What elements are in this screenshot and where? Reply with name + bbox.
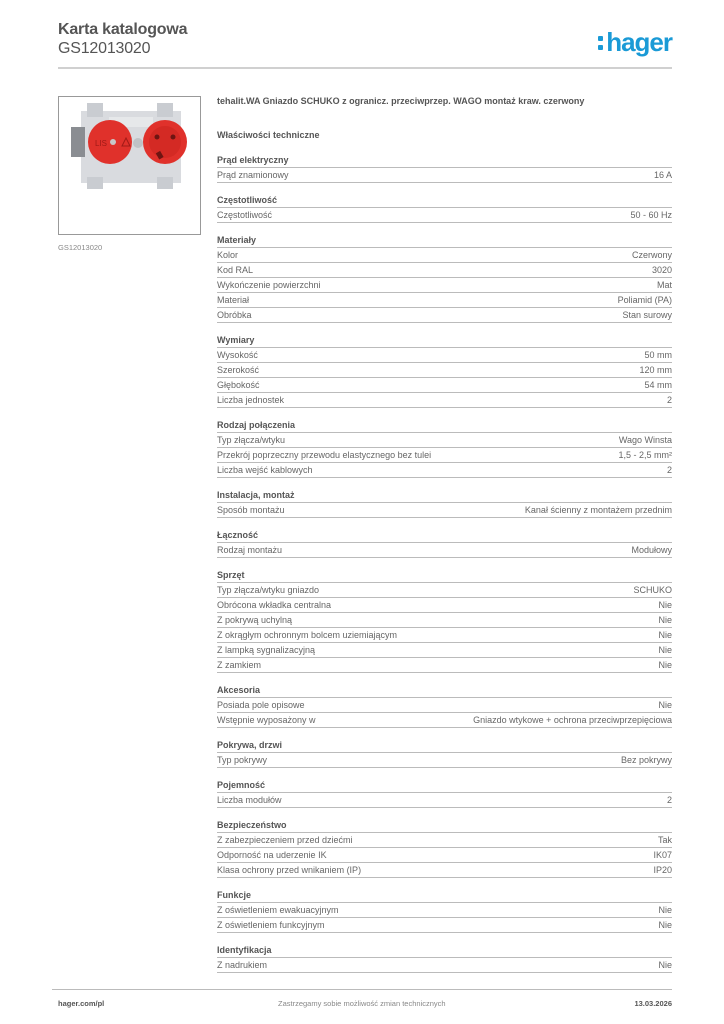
- spec-group-title: Akcesoria: [217, 683, 672, 698]
- image-caption: GS12013020: [58, 243, 103, 252]
- spec-group-title: Pokrywa, drzwi: [217, 738, 672, 753]
- spec-value: Kanał ścienny z montażem przednim: [524, 505, 672, 515]
- spec-row: [217, 208, 672, 223]
- header-divider: [58, 67, 672, 69]
- spec-row: [217, 863, 672, 878]
- spec-label: Z oświetleniem ewakuacyjnym: [217, 905, 339, 915]
- spec-row: [217, 613, 672, 628]
- spec-value: 3020: [651, 265, 672, 275]
- spec-label: Z zamkiem: [217, 660, 262, 670]
- spec-row: [217, 713, 672, 728]
- section-title: Właściwości techniczne: [217, 130, 320, 140]
- spec-group: [217, 528, 672, 558]
- spec-label: Częstotliwość: [217, 210, 273, 220]
- spec-row: [217, 848, 672, 863]
- spec-label: Obrócona wkładka centralna: [217, 600, 332, 610]
- hager-logo: [598, 27, 672, 58]
- spec-group: [217, 888, 672, 933]
- spec-group: [217, 738, 672, 768]
- spec-label: Typ złącza/wtyku gniazdo: [217, 585, 320, 595]
- spec-group-title: Wymiary: [217, 333, 672, 348]
- spec-label: Posiada pole opisowe: [217, 700, 305, 710]
- spec-value: 2: [666, 795, 672, 805]
- spec-label: Prąd znamionowy: [217, 170, 289, 180]
- spec-group: [217, 488, 672, 518]
- product-name: tehalit.WA Gniazdo SCHUKO z ogranicz. przeciwprzep. WAGO montaż kraw. czerwony: [217, 96, 585, 106]
- spec-label: Liczba jednostek: [217, 395, 285, 405]
- spec-label: Liczba wejść kablowych: [217, 465, 313, 475]
- spec-value: 2: [666, 465, 672, 475]
- spec-row: [217, 503, 672, 518]
- spec-label: Typ złącza/wtyku: [217, 435, 286, 445]
- spec-value: Nie: [658, 960, 672, 970]
- spec-row: [217, 918, 672, 933]
- spec-label: Z lampką sygnalizacyjną: [217, 645, 316, 655]
- spec-row: [217, 348, 672, 363]
- spec-row: [217, 278, 672, 293]
- footer-date: 13.03.2026: [634, 999, 672, 1008]
- spec-row: [217, 463, 672, 478]
- spec-row: [217, 433, 672, 448]
- logo-text: hager: [606, 27, 672, 57]
- spec-row: [217, 658, 672, 673]
- spec-value: Bez pokrywy: [620, 755, 672, 765]
- spec-value: 50 mm: [644, 350, 672, 360]
- socket-product-icon: [59, 97, 200, 234]
- spec-group: [217, 778, 672, 808]
- spec-value: Nie: [658, 600, 672, 610]
- spec-row: [217, 643, 672, 658]
- spec-group-title: Prąd elektryczny: [217, 153, 672, 168]
- spec-row: [217, 393, 672, 408]
- footer-disclaimer: Zastrzegamy sobie możliwość zmian technicznych: [278, 999, 446, 1008]
- spec-label: Sposób montażu: [217, 505, 285, 515]
- spec-row: [217, 448, 672, 463]
- spec-label: Wstępnie wyposażony w: [217, 715, 316, 725]
- page-header: [58, 20, 672, 58]
- spec-label: Szerokość: [217, 365, 260, 375]
- spec-row: [217, 903, 672, 918]
- spec-label: Wykończenie powierzchni: [217, 280, 321, 290]
- spec-group-title: Instalacja, montaż: [217, 488, 672, 503]
- spec-group-title: Bezpieczeństwo: [217, 818, 672, 833]
- spec-label: Liczba modułów: [217, 795, 282, 805]
- spec-group: [217, 683, 672, 728]
- spec-row: [217, 543, 672, 558]
- spec-value: IP20: [653, 865, 672, 875]
- specs-table: [217, 153, 672, 983]
- spec-value: 16 A: [653, 170, 672, 180]
- spec-row: [217, 378, 672, 393]
- spec-value: Nie: [658, 645, 672, 655]
- spec-value: Gniazdo wtykowe + ochrona przeciwprzepięciowa: [473, 715, 672, 725]
- spec-row: [217, 263, 672, 278]
- footer-website[interactable]: hager.com/pl: [58, 999, 105, 1008]
- spec-label: Materiał: [217, 295, 250, 305]
- spec-row: [217, 308, 672, 323]
- spec-label: Kolor: [217, 250, 239, 260]
- spec-group: [217, 568, 672, 673]
- spec-value: Nie: [658, 630, 672, 640]
- spec-value: 54 mm: [644, 380, 672, 390]
- spec-label: Rodzaj montażu: [217, 545, 283, 555]
- svg-text:LIS: LIS: [95, 139, 108, 148]
- spec-group-title: Częstotliwość: [217, 193, 672, 208]
- spec-value: Tak: [657, 835, 672, 845]
- spec-group-title: Łączność: [217, 528, 672, 543]
- spec-label: Przekrój poprzeczny przewodu elastycznego bez tulei: [217, 450, 432, 460]
- spec-group: [217, 153, 672, 183]
- spec-label: Klasa ochrony przed wnikaniem (IP): [217, 865, 362, 875]
- product-image: [58, 96, 201, 235]
- spec-group: [217, 818, 672, 878]
- spec-group-title: Pojemność: [217, 778, 672, 793]
- spec-label: Głębokość: [217, 380, 260, 390]
- spec-label: Typ pokrywy: [217, 755, 268, 765]
- spec-value: Wago Winsta: [618, 435, 672, 445]
- spec-value: Mat: [656, 280, 672, 290]
- spec-value: Nie: [658, 700, 672, 710]
- spec-label: Z oświetleniem funkcyjnym: [217, 920, 325, 930]
- spec-group: [217, 418, 672, 478]
- spec-row: [217, 363, 672, 378]
- spec-row: [217, 833, 672, 848]
- spec-value: 1,5 - 2,5 mm²: [618, 450, 672, 460]
- spec-value: Poliamid (PA): [617, 295, 672, 305]
- spec-group: [217, 233, 672, 323]
- spec-value: 2: [666, 395, 672, 405]
- spec-group: [217, 333, 672, 408]
- spec-group-title: Rodzaj połączenia: [217, 418, 672, 433]
- spec-value: Czerwony: [631, 250, 672, 260]
- spec-group-title: Materiały: [217, 233, 672, 248]
- spec-value: IK07: [653, 850, 672, 860]
- spec-label: Obróbka: [217, 310, 252, 320]
- spec-group: [217, 943, 672, 973]
- spec-row: [217, 628, 672, 643]
- spec-group: [217, 193, 672, 223]
- spec-label: Z zabezpieczeniem przed dziećmi: [217, 835, 353, 845]
- product-code: GS12013020: [58, 40, 151, 57]
- document-title: Karta katalogowa: [58, 21, 188, 38]
- spec-row: [217, 753, 672, 768]
- spec-value: Nie: [658, 920, 672, 930]
- spec-label: Z pokrywą uchylną: [217, 615, 293, 625]
- spec-label: Z okrągłym ochronnym bolcem uziemiającym: [217, 630, 398, 640]
- spec-label: Odporność na uderzenie IK: [217, 850, 327, 860]
- spec-row: [217, 168, 672, 183]
- spec-group-title: Sprzęt: [217, 568, 672, 583]
- spec-group-title: Identyfikacja: [217, 943, 672, 958]
- spec-row: [217, 583, 672, 598]
- spec-row: [217, 293, 672, 308]
- spec-row: [217, 598, 672, 613]
- spec-value: Nie: [658, 660, 672, 670]
- spec-value: Stan surowy: [622, 310, 672, 320]
- spec-label: Wysokość: [217, 350, 258, 360]
- spec-value: Nie: [658, 615, 672, 625]
- spec-row: [217, 248, 672, 263]
- spec-row: [217, 793, 672, 808]
- spec-value: Nie: [658, 905, 672, 915]
- footer-divider: [52, 989, 672, 990]
- logo-colon-icon: [598, 34, 603, 52]
- spec-value: 120 mm: [639, 365, 672, 375]
- spec-row: [217, 958, 672, 973]
- spec-label: Kod RAL: [217, 265, 254, 275]
- spec-value: Modułowy: [631, 545, 672, 555]
- spec-group-title: Funkcje: [217, 888, 672, 903]
- spec-value: SCHUKO: [633, 585, 672, 595]
- spec-value: 50 - 60 Hz: [630, 210, 672, 220]
- spec-label: Z nadrukiem: [217, 960, 268, 970]
- spec-row: [217, 698, 672, 713]
